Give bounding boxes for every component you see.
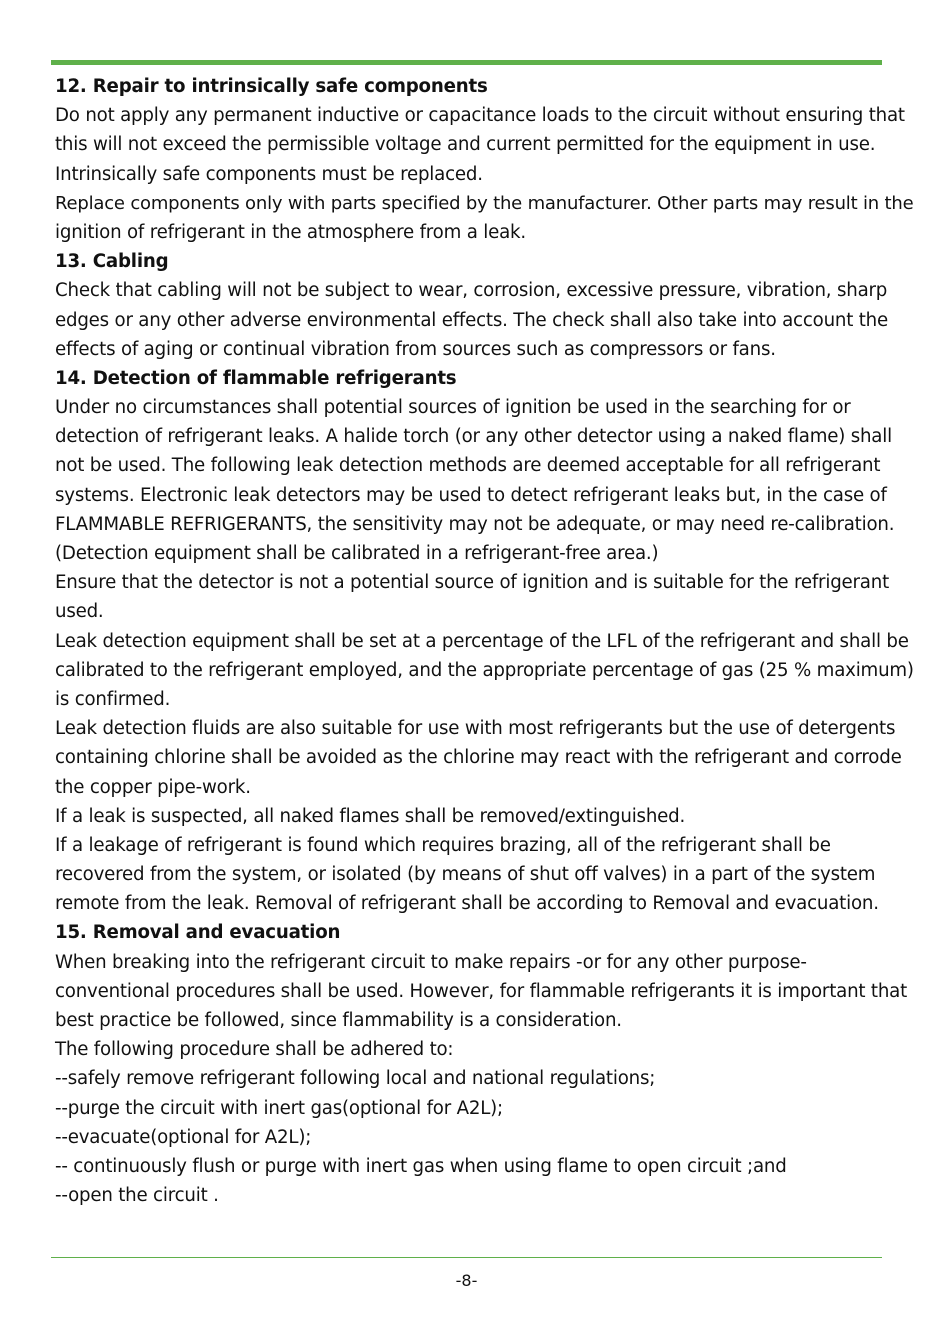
body-text-line: this will not exceed the permissible voltage and current permitted for the equipment in use. [55, 134, 876, 156]
section-heading: 12. Repair to intrinsically safe components [55, 76, 488, 97]
body-text-line: conventional procedures shall be used. However, for flammable refrigerants it is important that [55, 980, 908, 1002]
document-body [55, 72, 915, 1210]
body-text-line: --purge the circuit with inert gas(optional for A2L); [55, 1097, 503, 1119]
body-text-line: Intrinsically safe components must be replaced. [55, 163, 483, 185]
section-heading: 15. Removal and evacuation [55, 922, 341, 944]
body-text-line: the copper pipe-work. [55, 776, 251, 798]
body-text-line: effects of aging or continual vibration from sources such as compressors or fans. [55, 338, 776, 360]
body-text-line: recovered from the system, or isolated (by means of shut off valves) in a part of the system [55, 864, 876, 886]
body-text-line: -- continuously flush or purge with inert gas when using flame to open circuit ;and [55, 1155, 787, 1177]
body-text-line: Check that cabling will not be subject to wear, corrosion, excessive pressure, vibration, sharp [55, 280, 888, 302]
body-text-line: The following procedure shall be adhered to: [55, 1039, 454, 1061]
body-text-line: --evacuate(optional for A2L); [55, 1126, 312, 1148]
section-heading: 14. Detection of flammable refrigerants [55, 367, 457, 389]
body-text-line: --safely remove refrigerant following local and national regulations; [55, 1068, 656, 1090]
body-text-line: --open the circuit . [55, 1185, 219, 1207]
header-rule [51, 60, 882, 65]
body-text-line: Do not apply any permanent inductive or capacitance loads to the circuit without ensuring that [55, 105, 905, 127]
body-text-line: Under no circumstances shall potential sources of ignition be used in the searching for or [55, 397, 851, 419]
body-text-line: not be used. The following leak detection methods are deemed acceptable for all refrigerant [55, 455, 881, 477]
body-text-line: FLAMMABLE REFRIGERANTS, the sensitivity may not be adequate, or may need re-calibration. [55, 513, 895, 535]
body-text-line: If a leakage of refrigerant is found which requires brazing, all of the refrigerant shall be [55, 834, 831, 856]
body-text-line: containing chlorine shall be avoided as the chlorine may react with the refrigerant and corrode [55, 747, 902, 769]
section-heading: 13. Cabling [55, 251, 169, 273]
body-text-line: edges or any other adverse environmental effects. The check shall also take into account the [55, 309, 888, 331]
body-text-line: best practice be followed, since flammability is a consideration. [55, 1010, 622, 1031]
body-text-line: (Detection equipment shall be calibrated in a refrigerant-free area.) [55, 543, 659, 564]
body-text-line: If a leak is suspected, all naked flames shall be removed/extinguished. [55, 805, 686, 827]
body-text-line: When breaking into the refrigerant circuit to make repairs -or for any other purpose- [55, 951, 807, 973]
body-text-line: used. [55, 601, 104, 623]
footer-rule [51, 1257, 882, 1258]
body-text-line: Leak detection equipment shall be set at a percentage of the LFL of the refrigerant and shall be [55, 630, 909, 652]
body-text-line: Replace components only with parts specified by the manufacturer. Other parts may result in the [55, 192, 914, 214]
body-text-line: detection of refrigerant leaks. A halide torch (or any other detector using a naked flame) shall [55, 426, 892, 448]
body-text-line: Leak detection fluids are also suitable for use with most refrigerants but the use of detergents [55, 718, 896, 740]
body-text-line: remote from the leak. Removal of refrigerant shall be according to Removal and evacuation. [55, 893, 879, 915]
body-text-line: Ensure that the detector is not a potential source of ignition and is suitable for the refrigerant [55, 572, 890, 594]
body-text-line: is confirmed. [55, 688, 171, 710]
page-number: -8- [455, 1271, 478, 1290]
body-text-line: calibrated to the refrigerant employed, and the appropriate percentage of gas (25 % maximum) [55, 659, 914, 681]
body-text-line: ignition of refrigerant in the atmosphere from a leak. [55, 221, 526, 243]
body-text-line: systems. Electronic leak detectors may be used to detect refrigerant leaks but, in the case of [55, 484, 887, 506]
